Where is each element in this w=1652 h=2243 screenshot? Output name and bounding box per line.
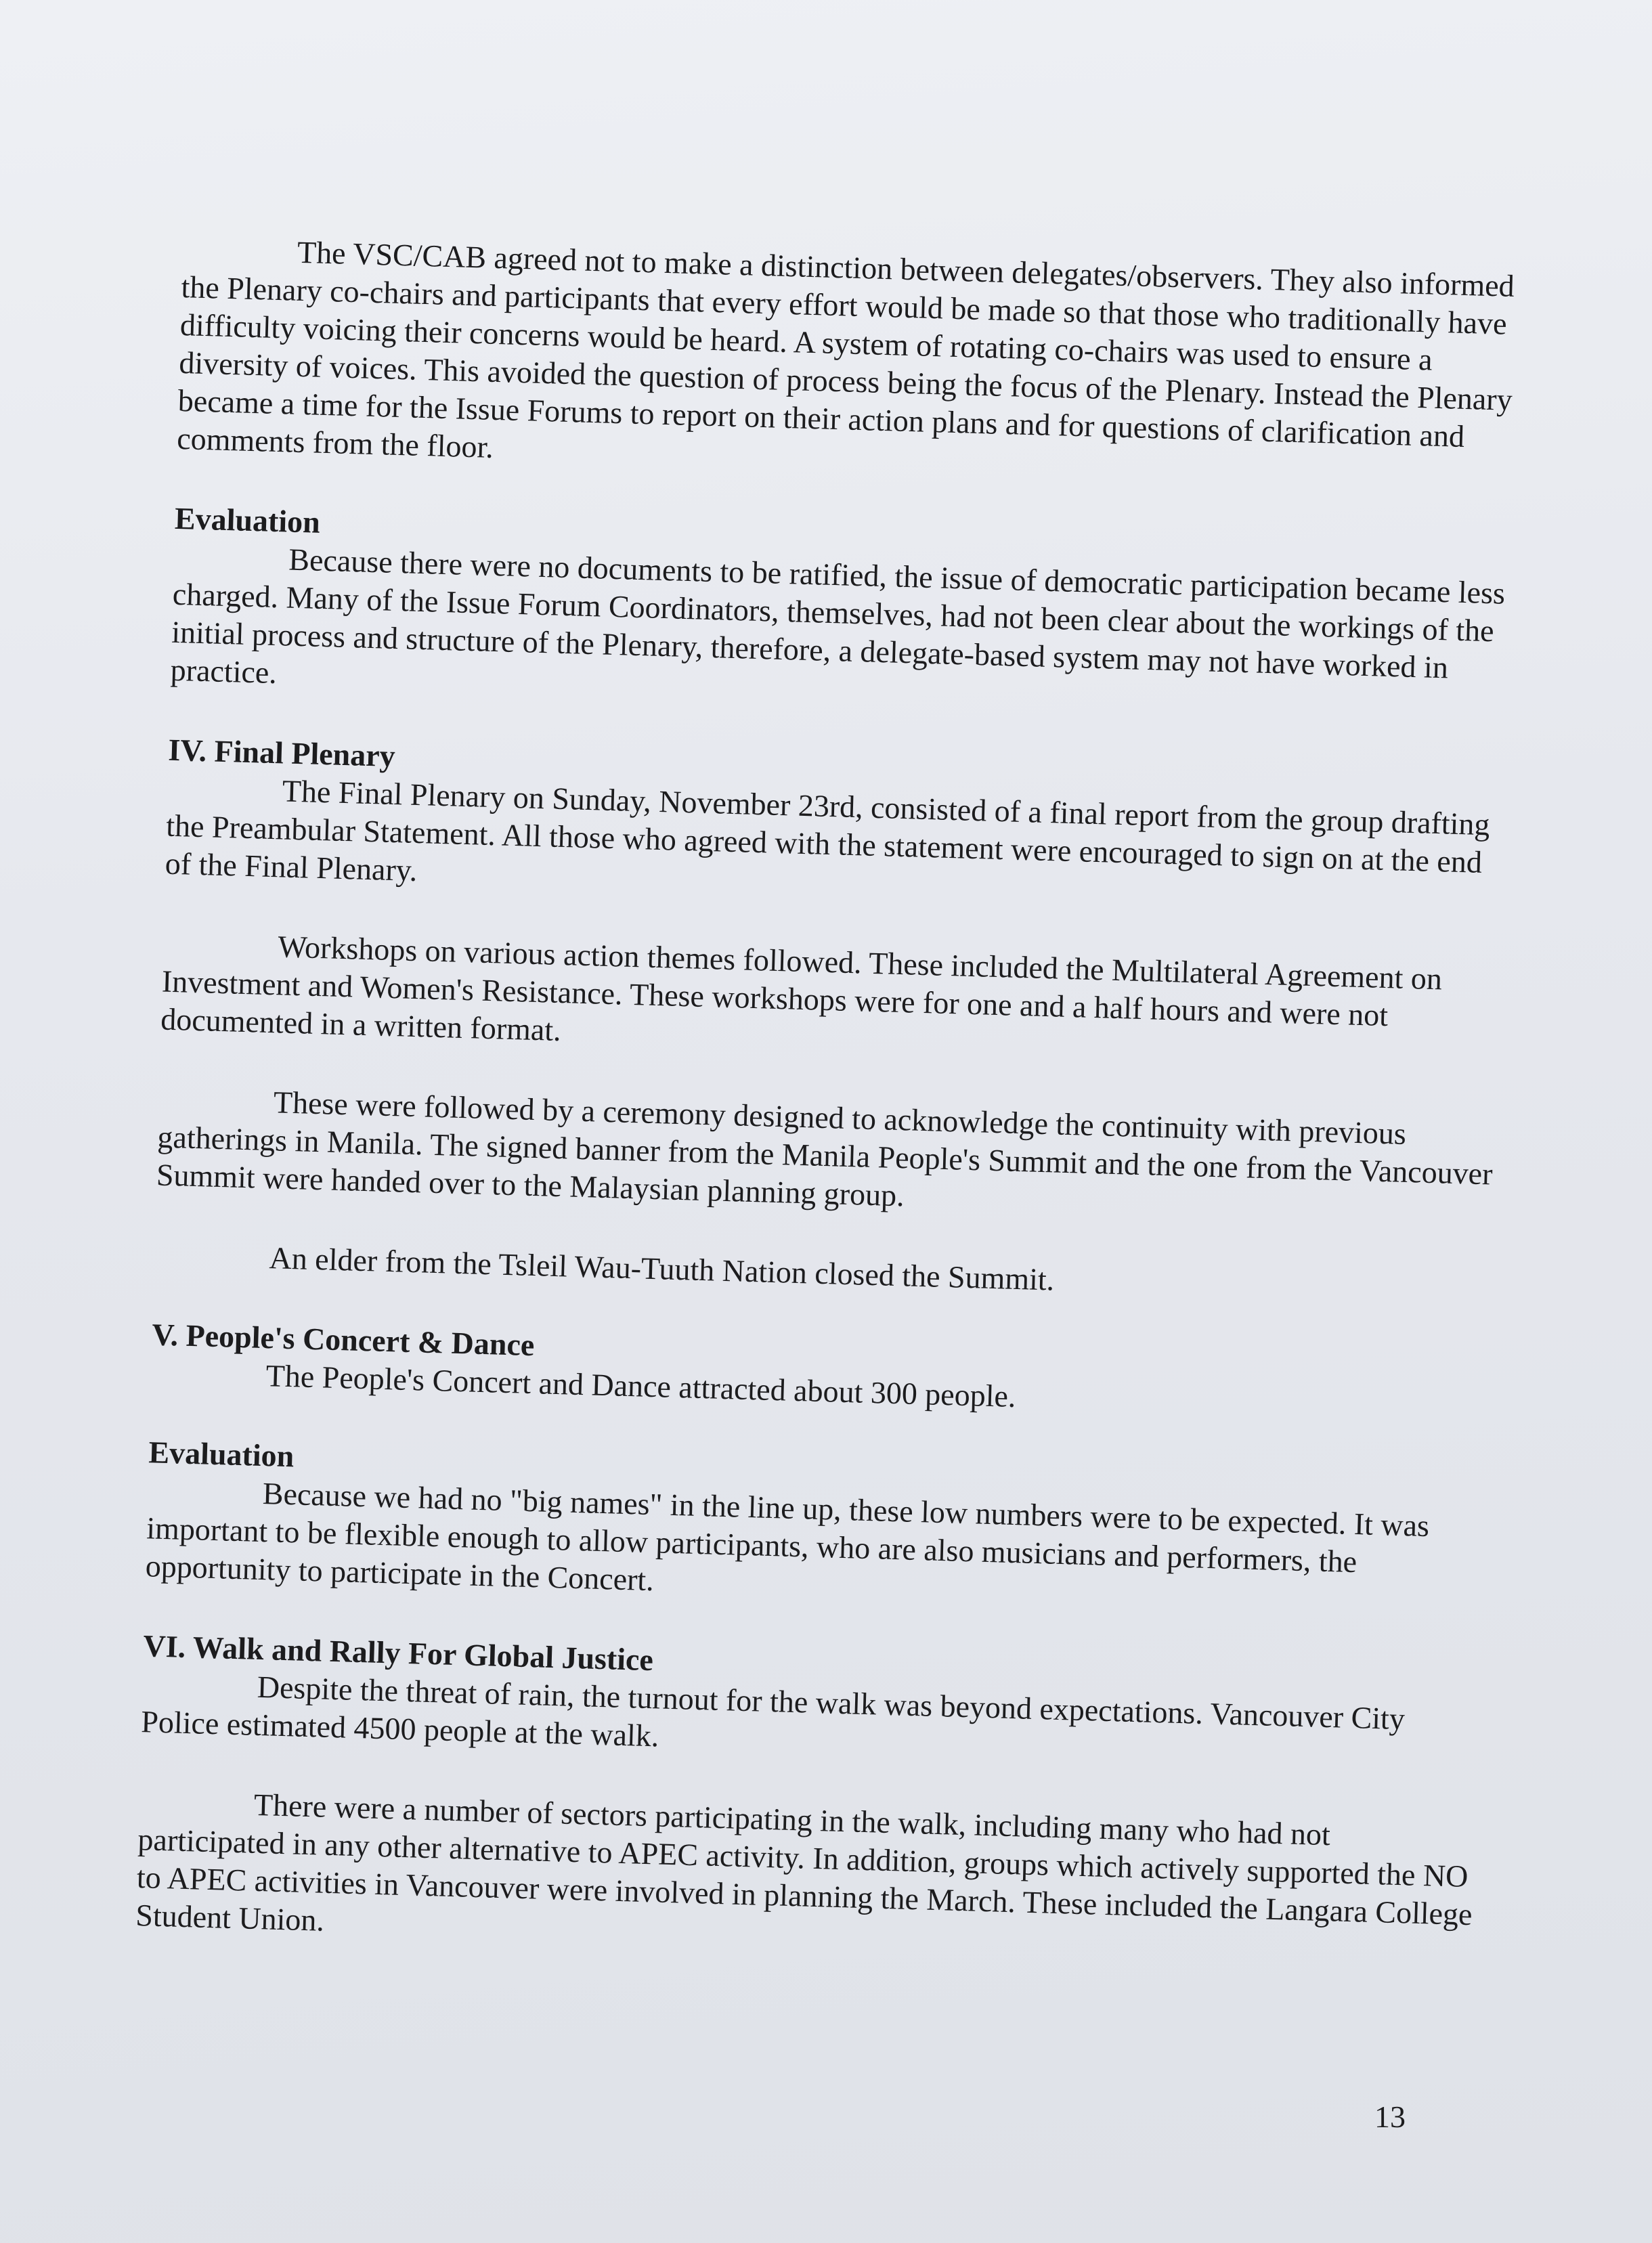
paragraph-evaluation-plenary: Because there were no documents to be ratified, the issue of democratic participation became less charged. Many of the Issue Forum Coordinators, themselves, had not been clear about the workings of the initial process and structure of the Plenary, therefore, a delegate-based system may not have worked in practice. (170, 542, 1506, 691)
page-number: 13 (1374, 2099, 1406, 2134)
paragraph-final-plenary: The Final Plenary on Sunday, November 23rd, consisted of a final report from the group drafting the Preambular Statement. All those who agreed with the statement were encouraged to sign on at the end of the Final Plenary. (165, 773, 1491, 888)
paragraph-walk-rally: Despite the threat of rain, the turnout for the walk was beyond expectations. Vancouver City Police estimated 4500 people at the walk. (140, 1669, 1406, 1754)
heading-evaluation-concert: Evaluation (148, 1435, 295, 1474)
paragraph-concert-dance: The People's Concert and Dance attracted about 300 people. (265, 1358, 1017, 1414)
paragraph-evaluation-concert: Because we had no "big names" in the line up, these low numbers were to be expected. It was important to be flexible enough to allow participants, who are also musicians and performers, the opportunity to participate in the Concert. (145, 1476, 1430, 1598)
paragraph-vsc-cab: The VSC/CAB agreed not to make a distinction between delegates/observers. They also informed the Plenary co-chairs and participants that every effort would be made so that those who traditionally have difficulty voicing their concerns would be heard. A system of rotating co-chairs was used to ensure a diversity of voices. This avoided the question of process being the focus of the Plenary. Instead the Plenary became a time for the Issue Forums to report on their action plans and for questions of clarification and comments from the floor. (176, 234, 1515, 464)
heading-walk-rally: VI. Walk and Rally For Global Justice (142, 1628, 654, 1678)
heading-final-plenary: IV. Final Plenary (167, 732, 396, 774)
heading-concert-dance: V. People's Concert & Dance (151, 1317, 536, 1363)
heading-evaluation-plenary: Evaluation (174, 500, 321, 540)
paragraph-sectors: There were a number of sectors participating in the walk, including many who had not participated in any other alternative to APEC activity. In addition, groups which actively supported the NO to APEC activities in Vancouver were involved in planning the March. These included the Langara College Student Union. (135, 1787, 1473, 1938)
paragraph-workshops: Workshops on various action themes followed. These included the Multilateral Agreement on Investment and Women's Resistance. These workshops were for one and a half hours and were not documented in a written format. (160, 929, 1443, 1048)
page-text-body (135, 230, 1523, 1972)
paragraph-elder: An elder from the Tsleil Wau-Tuuth Nation closed the Summit. (268, 1240, 1055, 1297)
paragraph-ceremony: These were followed by a ceremony designed to acknowledge the continuity with previous gatherings in Manila. The signed banner from the Manila People's Summit and the one from the Vancouver Summit were handed over to the Malaysian planning group. (156, 1085, 1494, 1213)
